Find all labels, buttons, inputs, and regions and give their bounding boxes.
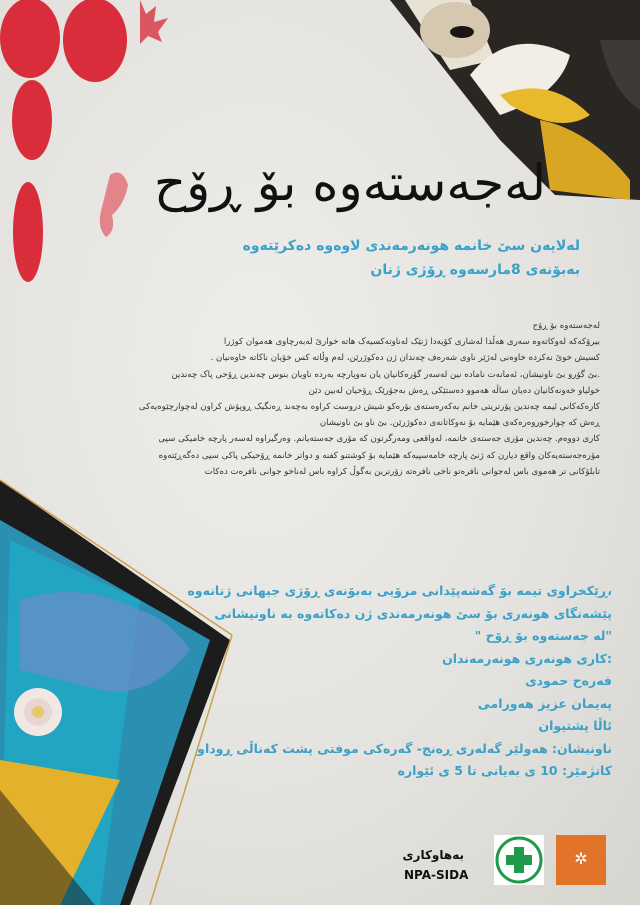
details-exhibition-title: "لە جەستەوە بۆ ڕۆح " (474, 628, 612, 643)
event-details (172, 580, 612, 783)
details-time: کاتژمێر: 10 ی بەیانی تا 5 ی ئێوارە (397, 763, 612, 778)
details-address: ناونیشان: هەولێر گەلەری ڕەنج- گەرەکی موفتی پشت کەناڵی ڕوداو (197, 740, 612, 756)
description-line: بیرۆکەکە لەوکاتەوە سەری هەڵدا لەشاری کۆیەدا ژنێک لەناوتەکسیەک هاتە خوارێ لەبەرچاوی هەموان کوژرا (223, 337, 600, 348)
sida-logo (494, 835, 544, 885)
artist-name: فەرەح حمودی (525, 673, 612, 688)
description-line: تابلۆکانی تر هەموی باس لەجوانی نافرەتو ناخی نافرەتە زۆرترین بەگوڵ کراوە باس لەناخو جوانی نافرەت دەکات (204, 466, 600, 477)
poster-title: لەجەستەوە بۆ ڕۆح (153, 154, 547, 212)
red-hand-prints (0, 0, 168, 282)
description-line: کارەکەکانی ئیمە چەندین پۆرتریتی خانم بەکەرەستەی بۆرەکو شیش دروست کراوە بەچەند ڕەنگیک ڕوپۆش کراون لەچوارچێوەیەکی (138, 402, 600, 413)
details-intro: ،ڕێکخراوی تیمە بۆ گەشەپێدانی مرۆیی بەبۆنەی ڕۆژی جیهانی ژنانەوە (187, 583, 612, 598)
description-line: ڕەش کە چوارخوروەرەکەی هێمایە بۆ نەوکاتانەی دەکوژرێن. بێ ناو بێ ناونیشان (319, 418, 600, 429)
partners-label: بەهاوکاری (402, 848, 464, 862)
details-artists-label: :کاری هونەری هونەرمەندان (442, 650, 612, 666)
tiam-logo-icon (556, 835, 606, 885)
partner-name: NPA-SIDA (404, 868, 469, 882)
description-line: خولیاو خەونەکانیان دەیان ساڵە هەموو دەستێکی ڕەش بەجۆرێک ڕۆحیان لەبین دێن (308, 385, 600, 396)
description-paragraph (56, 318, 600, 480)
description-line: کاری دووەم. چەندین مۆری جەستەی خانمە، لەواقعی ومەرگرتون کە مۆری جەستەیانم. وەرگیراوە لەسەر پارچە خامیکی سپی (158, 434, 600, 445)
artist-name: پەیمان عزیز هەورامی (477, 695, 612, 711)
subtitle-organizers: لەلایەن سێ خانمە هونەرمەندی لاوەوە دەکرێتەوە (242, 238, 580, 254)
description-line: .بێ گۆرو بێ ناونیشان، ئەمانەت نامادە نین لەسەر گۆرەکانیان یان نەوپارچە بەردە ناویان بنوس چەندین ڕۆحی پاک چەندین (171, 369, 600, 380)
description-line: لەجەستەوە بۆ ڕۆح (532, 321, 600, 331)
description-line: کسیش خوێ نەکردە خاوەنی لەژێر ناوی شەرەف چەندان ژن دەکوژرێن، لەم وڵاتە کس خۆیان ناکاتە خاوەنیان . (210, 353, 600, 364)
description-line: مۆرەجەستەیەکان واقع دیارن کە ژنێ پارچە خامەسپیەکە هێمایە بۆ کوشتنو کفنە و دواتر خانمە ڕۆحیکی پاکی سپی دەگەڕێتەوە (158, 450, 600, 461)
subtitle-occasion: بەبۆنەی 8مارسەوە ڕۆژی ژنان (370, 262, 580, 278)
tiam-logo-glyph: ✲ (574, 849, 588, 868)
artist-name: ئاڵا پشتیوان (538, 718, 612, 733)
details-exhibition: پێشەنگای هونەری بۆ سێ هونەرمەندی ژن دەکاتەوە بە ناونیشانی (214, 605, 612, 621)
